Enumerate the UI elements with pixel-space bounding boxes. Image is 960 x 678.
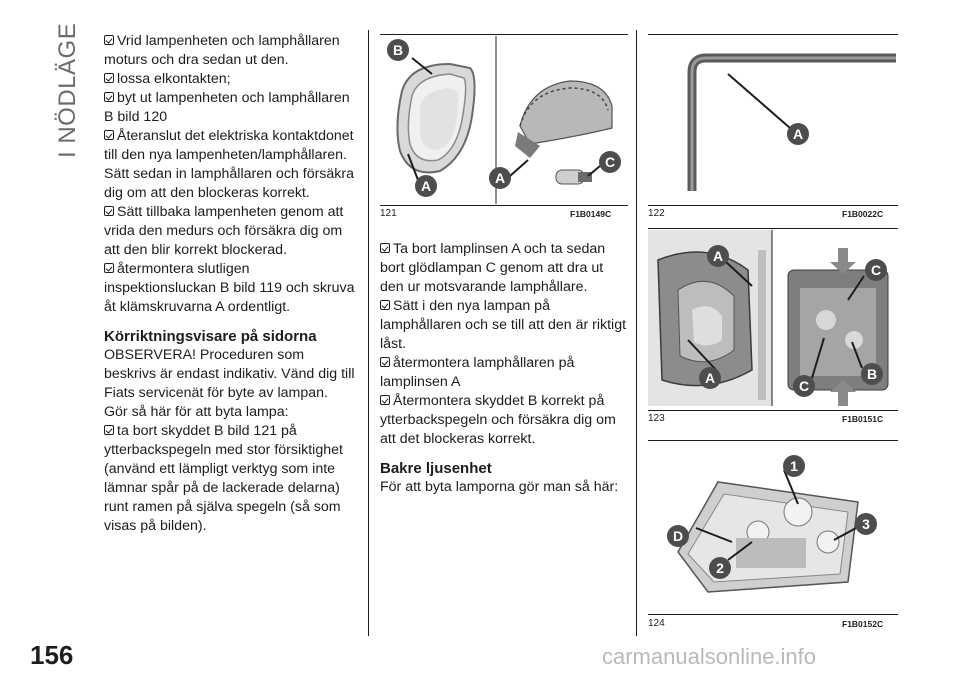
step-item: Återanslut det elektriska kontaktdonet till den nya lampenheten/lamphållaren. Sätt sedan in lamphållaren och försäkra dig om att den blockeras korrekt. <box>104 128 354 201</box>
figure-123-bottom-rule <box>648 410 898 411</box>
svg-text:C: C <box>798 378 810 394</box>
svg-text:B: B <box>866 366 878 382</box>
callout-a <box>707 245 729 267</box>
step-item: Ta bort lamplinsen A och ta sedan bort glödlampan C genom att dra ut den ur motsvarande lamphållare. <box>380 241 606 295</box>
section-heading: Bakre ljusenhet <box>380 460 492 477</box>
figure-121-bottom-rule <box>380 205 628 206</box>
svg-text:C: C <box>870 262 882 278</box>
figure-124-top-rule <box>648 440 898 441</box>
section-heading: Körriktningsvisare på sidorna <box>104 328 317 345</box>
figure-121-code: F1B0149C <box>570 209 612 219</box>
step-item: återmontera slutligen inspektionsluckan B bild 119 och skruva åt klämskruvarna A ordentligt. <box>104 261 355 315</box>
callout-a <box>699 367 721 389</box>
watermark: carmanualsonline.info <box>602 644 817 669</box>
figure-124-bottom-rule <box>648 614 898 615</box>
check-icon <box>104 206 114 216</box>
step-item: lossa elkontakten; <box>104 70 356 89</box>
check-icon <box>380 395 390 405</box>
callout-d <box>667 525 689 547</box>
svg-text:B: B <box>392 42 404 58</box>
check-icon <box>380 357 390 367</box>
check-icon <box>380 300 390 310</box>
figure-122-code: F1B0022C <box>842 209 884 219</box>
svg-text:A: A <box>494 170 506 186</box>
callout-3 <box>855 513 877 535</box>
check-icon <box>104 35 114 45</box>
svg-text:A: A <box>792 126 804 142</box>
figure-123-illustration <box>648 230 898 410</box>
callout-b <box>861 363 883 385</box>
text-column-2 <box>380 240 630 497</box>
step-item: Sätt i den nya lampan på lamphållaren och se till att den är riktigt låst. <box>380 298 627 352</box>
callout-2 <box>709 557 731 579</box>
check-icon <box>380 243 390 253</box>
check-icon <box>104 130 114 140</box>
check-icon <box>104 92 114 102</box>
svg-text:3: 3 <box>862 516 870 532</box>
figure-124-illustration <box>648 442 898 612</box>
figure-122-number: 122 <box>648 208 665 219</box>
svg-text:D: D <box>672 528 684 544</box>
step-item: Vrid lampenheten och lamphållaren moturs och dra sedan ut den. <box>104 33 340 68</box>
figure-123-top-rule <box>648 228 898 229</box>
figure-122-bottom-rule <box>648 205 898 206</box>
step-item: Sätt tillbaka lampenheten genom att vrida den medurs och försäkra dig om att den blir korrekt blockerad. <box>104 204 344 258</box>
svg-text:A: A <box>420 178 432 194</box>
figure-121-number: 121 <box>380 208 397 219</box>
callout-1 <box>783 455 805 477</box>
step-item: Återmontera skyddet B korrekt på ytterbackspegeln och försäkra dig om att det blockeras korrekt. <box>380 393 616 447</box>
callout-c <box>793 375 815 397</box>
step-item: återmontera lamphållaren på lamplinsen A <box>380 355 575 390</box>
check-icon <box>104 425 114 435</box>
figure-121-illustration <box>380 36 628 206</box>
step-item: byt ut lampenheten och lamphållaren B bild 120 <box>104 90 350 125</box>
svg-text:2: 2 <box>716 560 724 576</box>
svg-text:A: A <box>712 248 724 264</box>
figure-122-illustration <box>648 36 898 206</box>
section-tab-label: I NÖDLÄGE <box>54 22 81 158</box>
figure-124-code: F1B0152C <box>842 619 884 629</box>
callout-a <box>489 167 511 189</box>
figure-122-top-rule <box>648 34 898 35</box>
intro-paragraph: För att byta lamporna gör man så här: <box>380 479 619 495</box>
intro-paragraph: Gör så här för att byta lampa: <box>104 404 289 420</box>
svg-text:1: 1 <box>790 458 798 474</box>
figure-124-number: 124 <box>648 618 665 629</box>
figure-123-code: F1B0151C <box>842 414 884 424</box>
figure-123-number: 123 <box>648 413 665 424</box>
svg-text:C: C <box>604 154 616 170</box>
check-icon <box>104 73 114 83</box>
callout-a <box>415 175 437 197</box>
column-divider-left <box>368 30 369 636</box>
step-item: ta bort skyddet B bild 121 på ytterbackspegeln med stor försiktighet (använd ett lämpligt verktyg som inte lämnar spår på de lackerade delarna) runt ramen på själva spegeln (så som visas på bilden). <box>104 423 343 534</box>
note-paragraph: OBSERVERA! Proceduren som beskrivs är endast indikativ. Vänd dig till Fiats servicenät för byte av lampan. <box>104 347 355 401</box>
callout-a <box>787 123 809 145</box>
figure-121-top-rule <box>380 34 628 35</box>
check-icon <box>104 263 114 273</box>
callout-c <box>599 151 621 173</box>
text-column-1 <box>104 32 356 536</box>
column-divider-right <box>636 30 637 636</box>
section-tab <box>50 22 81 160</box>
svg-text:A: A <box>704 370 716 386</box>
callout-c <box>865 259 887 281</box>
page-number: 156 <box>30 640 74 670</box>
callout-b <box>387 39 409 61</box>
bulb-carrier-drawing <box>678 482 858 592</box>
